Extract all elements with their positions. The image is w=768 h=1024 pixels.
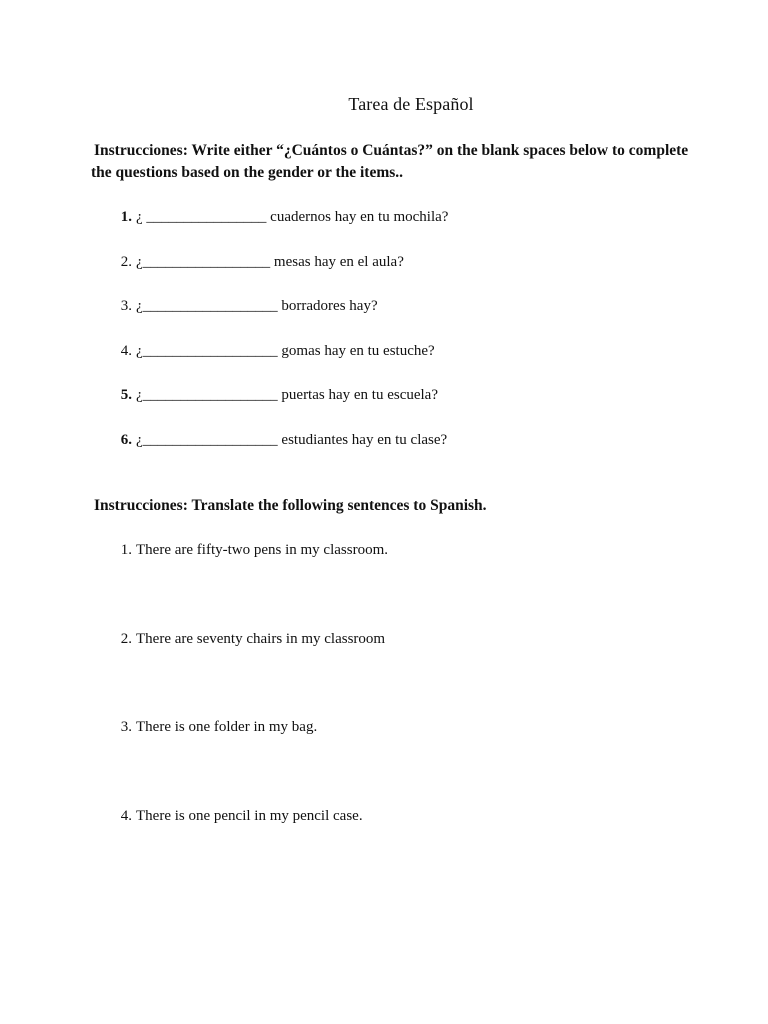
- page-title: Tarea de Español: [348, 94, 474, 114]
- instructions-section-2: Instrucciones: Translate the following sentences to Spanish.: [94, 497, 487, 514]
- sentence-number: 3.: [120, 719, 132, 735]
- sentence-number: 1.: [120, 542, 132, 558]
- instructions-line-1: Instrucciones: Write either “¿Cuántos o Cuántas?” on the blank spaces below to complete: [94, 142, 689, 159]
- question-text: ¿ ________________ cuadernos hay en tu mochila?: [136, 209, 449, 225]
- sentence-text: There is one pencil in my pencil case.: [136, 808, 363, 824]
- question-text: ¿__________________ gomas hay en tu estuche?: [136, 343, 435, 359]
- question-text: ¿_________________ mesas hay en el aula?: [136, 254, 404, 270]
- question-text: ¿__________________ estudiantes hay en tu clase?: [136, 432, 448, 448]
- sentence-number: 2.: [120, 631, 132, 647]
- question-text: ¿__________________ puertas hay en tu escuela?: [136, 387, 438, 403]
- question-text: ¿__________________ borradores hay?: [136, 298, 378, 314]
- sentence-text: There are fifty-two pens in my classroom.: [136, 542, 389, 558]
- sentence-number: 4.: [120, 808, 132, 824]
- question-number: 4.: [120, 343, 132, 359]
- question-number: 6.: [120, 432, 132, 448]
- instructions-section-1: [91, 140, 741, 184]
- sentence-text: There are seventy chairs in my classroom: [136, 631, 386, 647]
- question-number: 1.: [120, 209, 132, 225]
- instructions-line-2: the questions based on the gender or the items..: [91, 164, 404, 181]
- question-number: 5.: [120, 387, 132, 403]
- question-number: 2.: [120, 254, 132, 270]
- sentence-text: There is one folder in my bag.: [136, 719, 318, 735]
- question-number: 3.: [120, 298, 132, 314]
